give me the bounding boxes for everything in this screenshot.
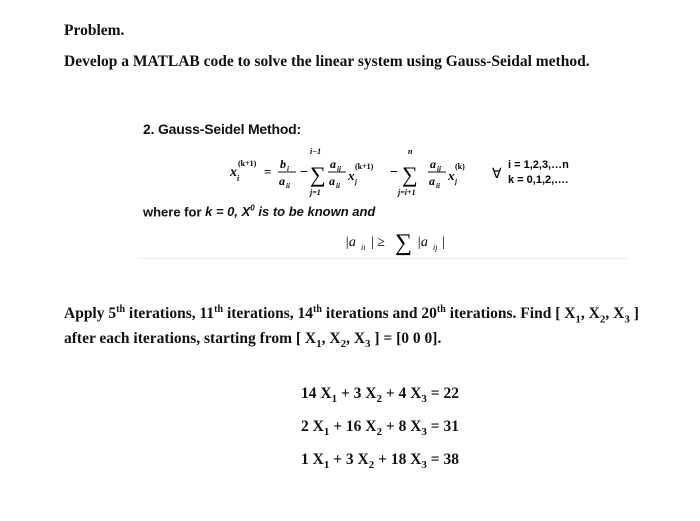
- equation-3: 1 $X_1 + 3$ $X_2 + 18$ $X_3 = 38$: [301, 451, 459, 472]
- svg-text:ii: ii: [336, 182, 340, 190]
- svg-text:| ≥: | ≥: [371, 235, 385, 250]
- k-range: k = 0,1,2,….: [508, 174, 569, 186]
- gauss-seidel-formula: [230, 140, 610, 200]
- svg-text:|a: |a: [345, 235, 356, 250]
- svg-text:x: x: [448, 168, 455, 183]
- task-line-2: after each iterations, starting from [ $X_1$, $X_2$, $X_3$ ] = [0 0 0].: [64, 330, 442, 351]
- formula-lhs-sup: (k+1): [238, 159, 257, 168]
- svg-text:ii: ii: [286, 182, 290, 190]
- svg-text:ij: ij: [337, 165, 341, 173]
- sum1-bottom: j=1: [310, 188, 321, 197]
- svg-text:(k): (k): [455, 162, 465, 171]
- svg-text:j: j: [355, 178, 357, 186]
- svg-text:|a: |a: [417, 235, 428, 250]
- sum1-symbol: ∑: [310, 162, 326, 187]
- svg-text:a: a: [430, 157, 436, 171]
- svg-text:ii: ii: [436, 182, 440, 190]
- forall-symbol: ∀: [492, 167, 502, 182]
- problem-statement: Develop a MATLAB code to solve the linear system using Gauss-Seidal method.: [64, 53, 590, 70]
- svg-text:ij: ij: [437, 165, 441, 173]
- i-range: i = 1,2,3,…n: [508, 159, 569, 171]
- svg-text:a: a: [330, 157, 336, 171]
- svg-text:i: i: [287, 165, 289, 173]
- svg-text:a: a: [429, 174, 435, 188]
- sum2-symbol: ∑: [402, 162, 418, 187]
- a-ii: a: [279, 174, 285, 188]
- diagonal-dominance-condition: [345, 224, 495, 258]
- sigma-symbol: ∑: [395, 230, 413, 256]
- svg-text:x: x: [348, 168, 355, 183]
- svg-text:a: a: [329, 174, 335, 188]
- sum1-top: i−1: [310, 147, 322, 156]
- svg-text:j: j: [455, 178, 457, 186]
- equation-1: 14 $X_1 + 3$ $X_2 + 4$ $X_3 = 22$: [301, 385, 459, 406]
- formula-lhs-sub: i: [237, 174, 240, 183]
- problem-heading: Problem.: [64, 22, 125, 39]
- svg-text:ii: ii: [361, 243, 366, 252]
- minus-sign-2: −: [390, 165, 398, 180]
- where-clause: where for k = 0, $X^0$ is to be known and: [143, 204, 376, 220]
- svg-text:(k+1): (k+1): [355, 162, 374, 171]
- method-title: 2. Gauss-Seidel Method:: [143, 121, 301, 137]
- formula-lhs: x: [230, 165, 237, 180]
- minus-sign: −: [300, 165, 308, 180]
- equals-sign: =: [264, 164, 272, 179]
- equation-2: 2 $X_1 + 16$ $X_2 + 8$ $X_3 = 31$: [301, 418, 459, 439]
- svg-text:|: |: [442, 235, 445, 250]
- sum2-bottom: j=i+1: [398, 188, 416, 197]
- sum2-top: n: [408, 147, 413, 156]
- b-i: b: [280, 157, 286, 171]
- svg-text:ij: ij: [433, 243, 438, 252]
- task-line-1: Apply 5th iterations, 11th iterations, 14th iterations and 20th iterations. Find [ $X_1$, $X_2$, $X_3$ ]: [64, 304, 639, 326]
- task-instructions: [64, 300, 639, 354]
